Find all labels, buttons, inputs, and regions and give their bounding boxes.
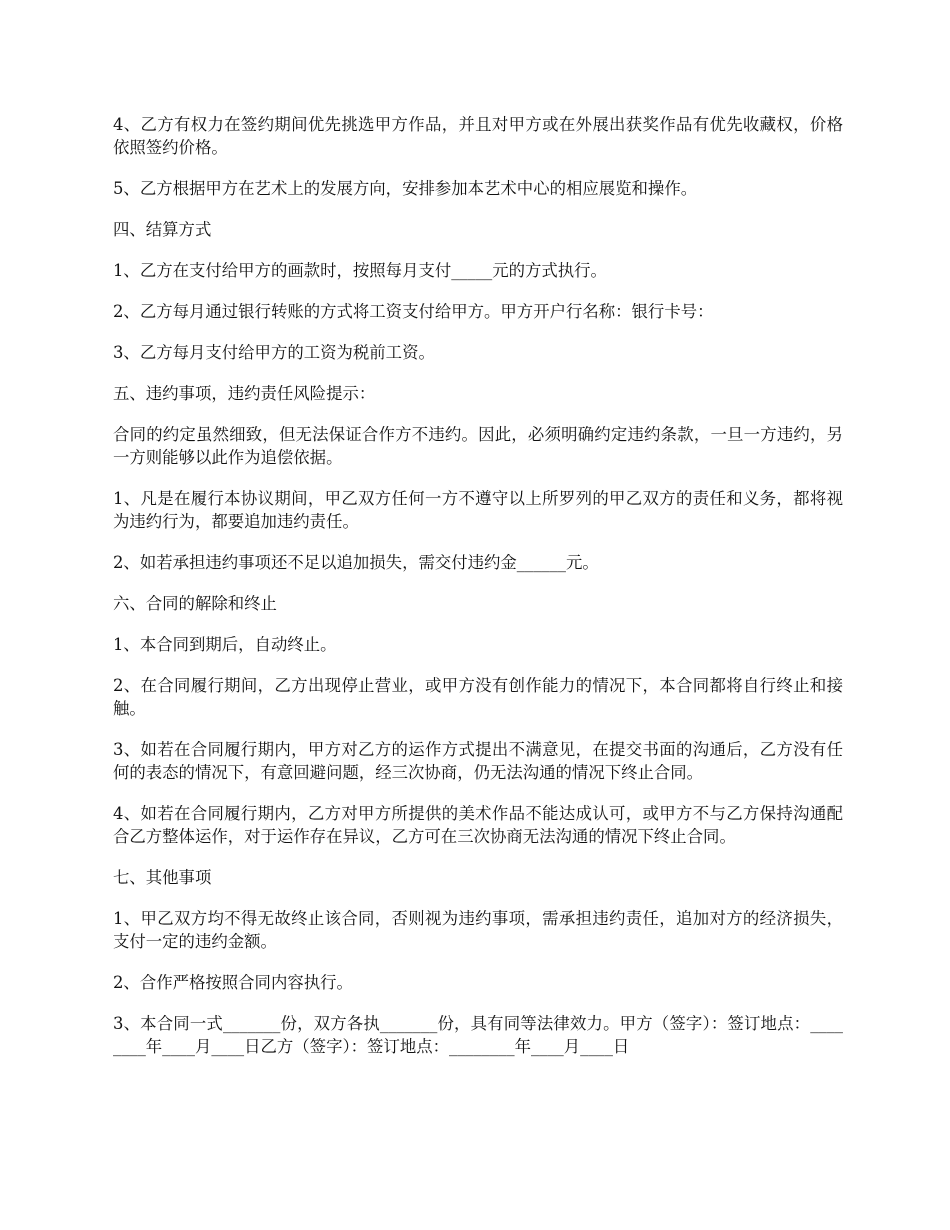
- clause-paragraph: 4、乙方有权力在签约期间优先挑选甲方作品，并且对甲方或在外展出获奖作品有优先收藏权，价格依照签约价格。: [113, 115, 843, 157]
- section-heading: 六、合同的解除和终止: [113, 594, 277, 613]
- clause-paragraph: 5、乙方根据甲方在艺术上的发展方向，安排参加本艺术中心的相应展览和操作。: [113, 179, 698, 198]
- clause-paragraph: 1、本合同到期后，自动终止。: [113, 635, 337, 654]
- body-paragraph: 合同的约定虽然细致，但无法保证合作方不违约。因此，必须明确约定违约条款，一旦一方违约，另一方则能够以此作为追偿依据。: [113, 425, 843, 467]
- clause-paragraph: 2、如若承担违约事项还不足以追加损失，需交付违约金______元。: [113, 553, 599, 572]
- clause-paragraph: 1、乙方在支付给甲方的画款时，按照每月支付_____元的方式执行。: [113, 261, 607, 280]
- clause-paragraph: 1、凡是在履行本协议期间，甲乙双方任何一方不遵守以上所罗列的甲乙双方的责任和义务，都将视为违约行为，都要追加违约责任。: [113, 489, 843, 531]
- clause-paragraph: 2、乙方每月通过银行转账的方式将工资支付给甲方。甲方开户行名称：银行卡号：: [113, 302, 714, 321]
- clause-paragraph: 4、如若在合同履行期内，乙方对甲方所提供的美术作品不能达成认可，或甲方不与乙方保持沟通配合乙方整体运作，对于运作存在异议，乙方可在三次协商无法沟通的情况下终止合同。: [113, 804, 843, 846]
- clause-paragraph: 2、在合同履行期间，乙方出现停止营业，或甲方没有创作能力的情况下，本合同都将自行终止和接触。: [113, 676, 843, 718]
- section-heading: 七、其他事项: [113, 868, 212, 887]
- clause-paragraph: 2、合作严格按照合同内容执行。: [113, 973, 353, 992]
- clause-paragraph: 1、甲乙双方均不得无故终止该合同，否则视为违约事项，需承担违约责任，追加对方的经济损失，支付一定的违约金额。: [113, 909, 843, 951]
- section-heading: 五、违约事项，违约责任风险提示：: [113, 384, 376, 403]
- clause-paragraph: 3、如若在合同履行期内，甲方对乙方的运作方式提出不满意见，在提交书面的沟通后，乙方没有任何的表态的情况下，有意回避问题，经三次协商，仍无法沟通的情况下终止合同。: [113, 740, 843, 782]
- clause-paragraph: 3、乙方每月支付给甲方的工资为税前工资。: [113, 343, 435, 362]
- document-body: [113, 113, 843, 1076]
- section-heading: 四、结算方式: [113, 220, 212, 239]
- signature-clause: 3、本合同一式_______份，双方各执_______份，具有同等法律效力。甲方（签字）：签订地点：________年____月____日乙方（签字）：签订地点：________年____月____日: [113, 1014, 843, 1056]
